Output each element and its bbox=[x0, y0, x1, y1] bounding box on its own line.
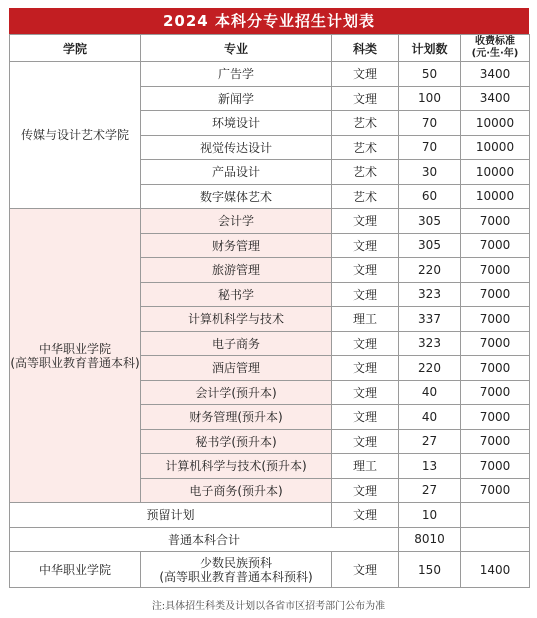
header-plan: 计划数 bbox=[399, 35, 461, 62]
major-cell: 视觉传达设计 bbox=[141, 135, 332, 160]
fee-cell: 7000 bbox=[461, 307, 530, 332]
category-cell: 艺术 bbox=[332, 160, 399, 185]
header-fee bbox=[461, 35, 530, 62]
category-cell: 文理 bbox=[332, 233, 399, 258]
plan-cell: 50 bbox=[399, 62, 461, 87]
category-cell: 艺术 bbox=[332, 111, 399, 136]
total-fee-empty bbox=[461, 527, 530, 552]
plan-cell: 220 bbox=[399, 356, 461, 381]
table-row bbox=[10, 209, 530, 234]
header-row bbox=[10, 35, 530, 62]
plan-cell: 323 bbox=[399, 282, 461, 307]
category-cell: 文理 bbox=[332, 86, 399, 111]
category-cell: 文理 bbox=[332, 405, 399, 430]
major-cell: 会计学(预升本) bbox=[141, 380, 332, 405]
header-college: 学院 bbox=[10, 35, 141, 62]
major-cell: 数字媒体艺术 bbox=[141, 184, 332, 209]
college-cell bbox=[10, 62, 141, 209]
plan-cell: 100 bbox=[399, 86, 461, 111]
category-cell: 理工 bbox=[332, 307, 399, 332]
category-cell: 文理 bbox=[332, 356, 399, 381]
major-cell: 环境设计 bbox=[141, 111, 332, 136]
plan-cell: 220 bbox=[399, 258, 461, 283]
college-cell bbox=[10, 209, 141, 503]
table-body bbox=[10, 62, 530, 588]
college-subtitle: (高等职业教育普通本科) bbox=[10, 355, 140, 370]
major-line2: (高等职业教育普通本科预科) bbox=[159, 569, 313, 584]
fee-cell: 10000 bbox=[461, 160, 530, 185]
plan-cell: 40 bbox=[399, 380, 461, 405]
plan-cell: 40 bbox=[399, 405, 461, 430]
category-cell: 文理 bbox=[332, 503, 399, 528]
fee-cell: 7000 bbox=[461, 233, 530, 258]
major-cell: 财务管理 bbox=[141, 233, 332, 258]
fee-cell: 10000 bbox=[461, 111, 530, 136]
fee-cell bbox=[461, 503, 530, 528]
major-cell: 计算机科学与技术(预升本) bbox=[141, 454, 332, 479]
plan-cell: 305 bbox=[399, 233, 461, 258]
major-cell: 新闻学 bbox=[141, 86, 332, 111]
category-cell: 文理 bbox=[332, 282, 399, 307]
header-category: 科类 bbox=[332, 35, 399, 62]
category-cell: 艺术 bbox=[332, 135, 399, 160]
fee-cell: 7000 bbox=[461, 478, 530, 503]
reserve-row bbox=[10, 503, 530, 528]
enrollment-plan-table bbox=[9, 34, 530, 588]
fee-cell: 7000 bbox=[461, 209, 530, 234]
major-cell: 电子商务(预升本) bbox=[141, 478, 332, 503]
major-cell: 酒店管理 bbox=[141, 356, 332, 381]
fee-cell: 7000 bbox=[461, 454, 530, 479]
fee-cell: 7000 bbox=[461, 356, 530, 381]
category-cell: 文理 bbox=[332, 552, 399, 588]
table-title: 2024 本科分专业招生计划表 bbox=[9, 8, 529, 34]
major-cell: 电子商务 bbox=[141, 331, 332, 356]
major-line1: 少数民族预科 bbox=[199, 555, 272, 570]
footnote: 注:具体招生科类及计划以各省市区招考部门公布为准 bbox=[151, 601, 386, 612]
fee-cell: 1400 bbox=[461, 552, 530, 588]
plan-cell: 60 bbox=[399, 184, 461, 209]
fee-cell: 7000 bbox=[461, 405, 530, 430]
fee-cell: 10000 bbox=[461, 135, 530, 160]
total-plan: 8010 bbox=[399, 527, 461, 552]
category-cell: 理工 bbox=[332, 454, 399, 479]
fee-cell: 7000 bbox=[461, 258, 530, 283]
category-cell: 艺术 bbox=[332, 184, 399, 209]
category-cell: 文理 bbox=[332, 258, 399, 283]
plan-cell: 27 bbox=[399, 478, 461, 503]
header-major: 专业 bbox=[141, 35, 332, 62]
major-cell: 计算机科学与技术 bbox=[141, 307, 332, 332]
plan-cell: 10 bbox=[399, 503, 461, 528]
major-cell: 产品设计 bbox=[141, 160, 332, 185]
fee-cell: 10000 bbox=[461, 184, 530, 209]
fee-cell: 3400 bbox=[461, 86, 530, 111]
category-cell: 文理 bbox=[332, 478, 399, 503]
major-cell: 秘书学(预升本) bbox=[141, 429, 332, 454]
category-cell: 文理 bbox=[332, 209, 399, 234]
plan-cell: 305 bbox=[399, 209, 461, 234]
table-row bbox=[10, 62, 530, 87]
plan-cell: 70 bbox=[399, 135, 461, 160]
college-cell: 中华职业学院 bbox=[10, 552, 141, 588]
major-cell: 秘书学 bbox=[141, 282, 332, 307]
plan-cell: 27 bbox=[399, 429, 461, 454]
fee-cell: 3400 bbox=[461, 62, 530, 87]
plan-cell: 337 bbox=[399, 307, 461, 332]
category-cell: 文理 bbox=[332, 380, 399, 405]
plan-cell: 13 bbox=[399, 454, 461, 479]
category-cell: 文理 bbox=[332, 62, 399, 87]
major-cell bbox=[141, 552, 332, 588]
plan-cell: 150 bbox=[399, 552, 461, 588]
college-name: 中华职业学院 bbox=[38, 341, 111, 356]
plan-cell: 30 bbox=[399, 160, 461, 185]
reserve-label: 预留计划 bbox=[10, 503, 332, 528]
fee-cell: 7000 bbox=[461, 380, 530, 405]
header-fee-line1: 收费标准 bbox=[475, 36, 515, 47]
category-cell: 文理 bbox=[332, 331, 399, 356]
plan-cell: 70 bbox=[399, 111, 461, 136]
minority-row bbox=[10, 552, 530, 588]
major-cell: 广告学 bbox=[141, 62, 332, 87]
major-cell: 会计学 bbox=[141, 209, 332, 234]
total-row bbox=[10, 527, 530, 552]
fee-cell: 7000 bbox=[461, 282, 530, 307]
category-cell: 文理 bbox=[332, 429, 399, 454]
fee-cell: 7000 bbox=[461, 429, 530, 454]
header-fee-line2: (元·生·年) bbox=[471, 48, 519, 59]
major-cell: 财务管理(预升本) bbox=[141, 405, 332, 430]
major-cell: 旅游管理 bbox=[141, 258, 332, 283]
plan-cell: 323 bbox=[399, 331, 461, 356]
fee-cell: 7000 bbox=[461, 331, 530, 356]
college-name: 传媒与设计艺术学院 bbox=[20, 128, 129, 142]
total-label: 普通本科合计 bbox=[10, 527, 399, 552]
